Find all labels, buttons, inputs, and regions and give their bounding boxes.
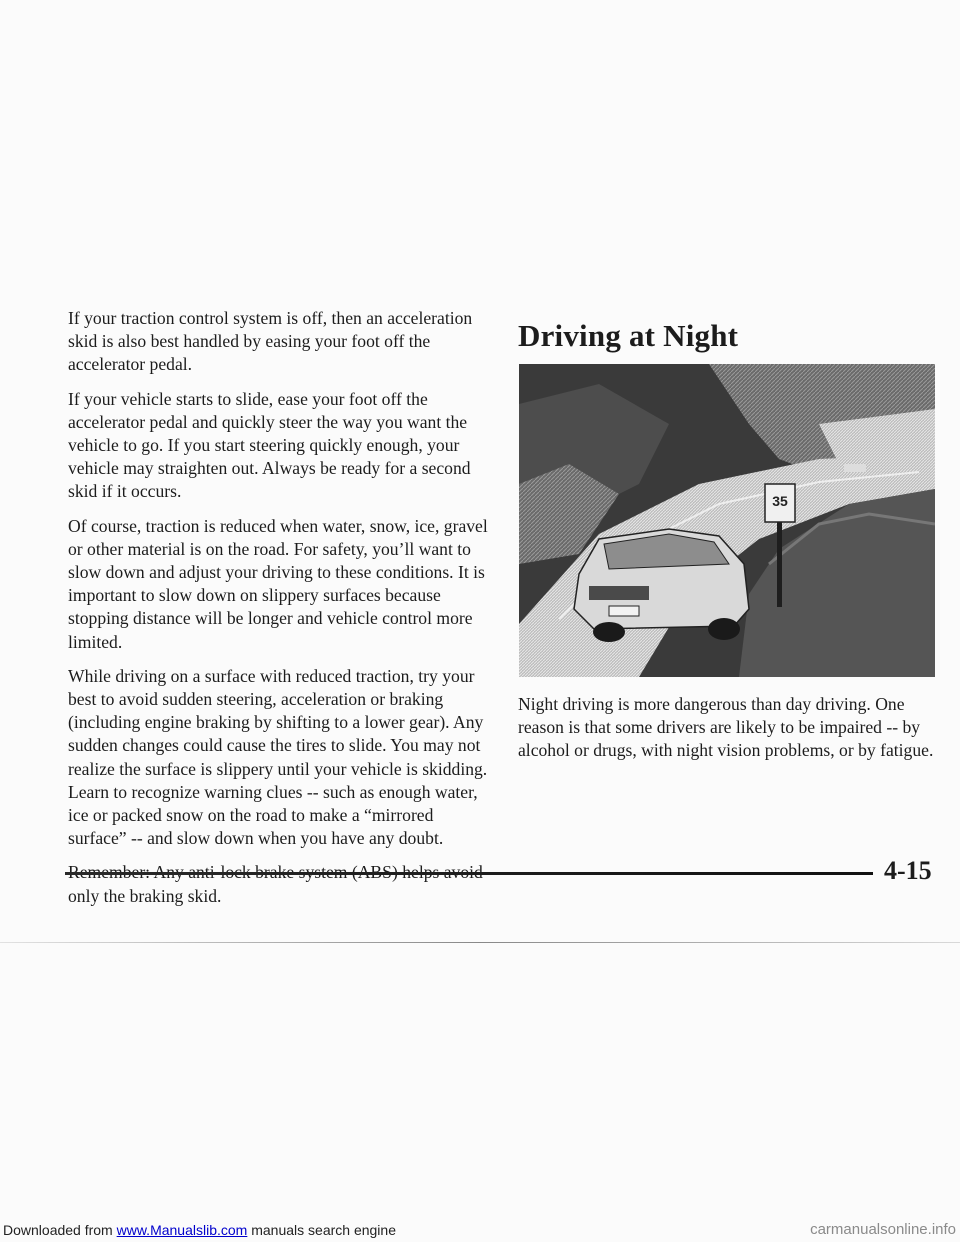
night-road-drawing bbox=[519, 364, 935, 677]
paragraph-vehicle-slide: If your vehicle starts to slide, ease your foot off the accelerator pedal and quickly steer the way you want the vehicle to go. If you start steering quickly enough, your vehicle may straighten out. Always be ready for a second skid if it occurs. bbox=[68, 388, 471, 502]
left-column bbox=[68, 307, 493, 919]
page-number: 4-15 bbox=[884, 856, 932, 885]
watermark: carmanualsonline.info bbox=[810, 1221, 956, 1238]
distant-car bbox=[844, 464, 866, 472]
paragraph-traction-off: If your traction control system is off, then an acceleration skid is also best handled by easing your foot off the accelerator pedal. bbox=[68, 308, 473, 375]
download-attribution bbox=[3, 1218, 396, 1242]
download-banner bbox=[0, 1218, 960, 1242]
right-column bbox=[518, 318, 938, 761]
section-title: Driving at Night bbox=[518, 318, 739, 353]
paragraph-abs-reminder: only the braking skid. bbox=[68, 885, 222, 906]
night-driving-illustration bbox=[519, 364, 935, 677]
manualslib-link[interactable]: www.Manualslib.com bbox=[116, 1222, 248, 1238]
night-driving-paragraph: Night driving is more dangerous than day driving. One reason is that some drivers are likely to be impaired -- by alcohol or drugs, with night vision problems, or by fatigue. bbox=[518, 694, 934, 761]
paragraph-avoid-sudden-changes: While driving on a surface with reduced traction, try your best to avoid sudden steering, acceleration or braking (including engine braking by shifting to a lower gear). Any sudden changes could cause the tires to slide. You may not realize the surface is slippery until your vehicle is skidding. Learn to recognize warning clues -- such as enough water, ice or packed snow on the road to make a “mirrored surface” -- and slow down when you have any doubt. bbox=[68, 665, 488, 849]
footer-rule bbox=[65, 872, 873, 875]
download-prefix: Downloaded from bbox=[3, 1222, 117, 1238]
download-suffix: manuals search engine bbox=[247, 1222, 396, 1238]
scan-edge-line bbox=[0, 942, 960, 943]
car bbox=[574, 529, 749, 642]
speed-limit-value: 35 bbox=[772, 493, 788, 509]
paragraph-reduced-traction: Of course, traction is reduced when water, snow, ice, gravel or other material is on the road. For safety, you’ll want to slow down and adjust your driving to these conditions. It is important to slow down on slippery surfaces because stopping distance will be longer and vehicle control more limited. bbox=[68, 515, 488, 652]
